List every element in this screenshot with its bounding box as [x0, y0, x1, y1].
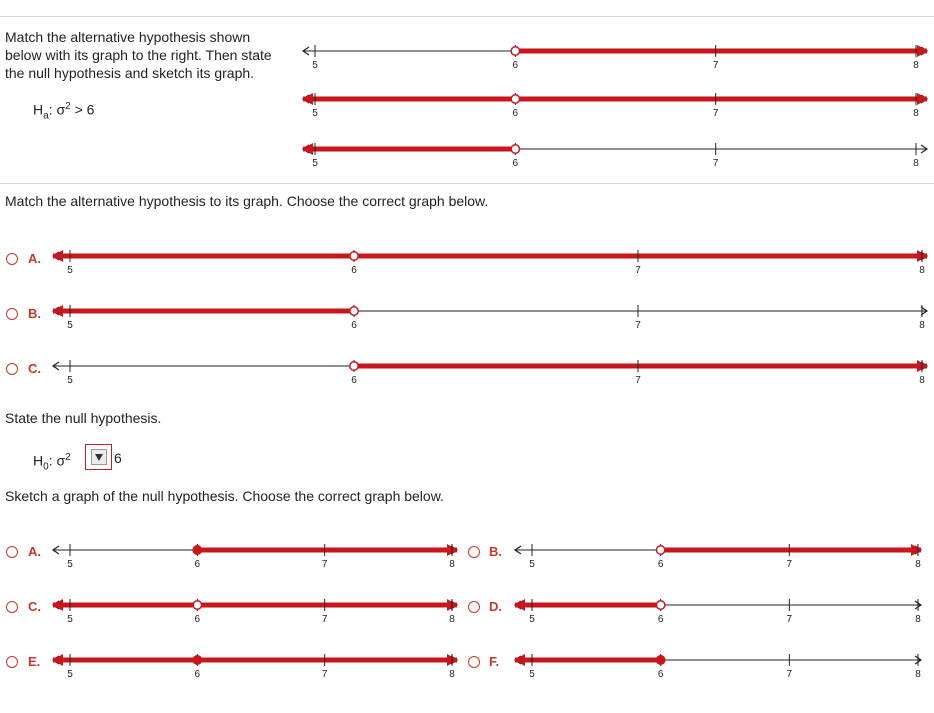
- tick-label: 6: [512, 60, 519, 71]
- option-letter: C.: [28, 599, 41, 614]
- tick-label: 7: [321, 559, 328, 570]
- open-endpoint: [511, 95, 519, 103]
- tick-label: 7: [786, 559, 793, 570]
- q3-graph-a: [50, 541, 460, 571]
- null-value: 6: [114, 450, 122, 466]
- option-letter: B.: [489, 544, 502, 559]
- q3-graph-e: [50, 651, 460, 681]
- radio-button[interactable]: [6, 601, 18, 613]
- tick-label: 5: [67, 265, 73, 276]
- option-letter: A.: [28, 544, 41, 559]
- tick-label: 6: [512, 158, 519, 169]
- prompt-line-2: below with its graph to the right. Then state: [5, 47, 272, 63]
- tick-label: 8: [913, 158, 919, 169]
- shade-arrow-right: [917, 93, 928, 105]
- prompt-line-1: Match the alternative hypothesis shown: [5, 29, 251, 45]
- tick-label: 5: [312, 158, 318, 169]
- dropdown-button[interactable]: [91, 449, 107, 465]
- chevron-down-icon: [95, 454, 103, 461]
- tick-label: 8: [919, 375, 925, 386]
- tick-label: 7: [712, 108, 719, 119]
- q3-graph-c: [50, 596, 460, 626]
- tick-label: 6: [194, 614, 201, 625]
- open-endpoint: [656, 546, 664, 554]
- tick-label: 5: [67, 559, 73, 570]
- tick-label: 6: [657, 614, 664, 625]
- alternative-hypothesis: [33, 98, 94, 125]
- tick-label: 6: [351, 265, 357, 276]
- colon: :: [48, 101, 53, 118]
- tick-label: 6: [194, 559, 201, 570]
- tick-label: 8: [915, 669, 921, 680]
- q3-graph-b: [512, 541, 924, 571]
- h-subscript: 0: [43, 461, 49, 473]
- option-letter: F.: [489, 654, 500, 669]
- tick-label: 5: [529, 614, 535, 625]
- shade-arrow-left: [514, 654, 525, 666]
- radio-button[interactable]: [6, 363, 18, 375]
- open-endpoint: [193, 601, 201, 609]
- tick-label: 7: [321, 614, 328, 625]
- tick-label: 5: [67, 669, 73, 680]
- tick-label: 7: [786, 669, 793, 680]
- top-graph-2: [300, 90, 930, 120]
- tick-label: 5: [312, 60, 318, 71]
- q1-graph-a: [50, 247, 930, 277]
- radio-button[interactable]: [6, 308, 18, 320]
- tick-label: 6: [194, 669, 201, 680]
- closed-endpoint: [193, 546, 201, 554]
- tick-label: 8: [913, 60, 919, 71]
- shade-arrow-left: [52, 250, 63, 262]
- radio-button[interactable]: [468, 546, 480, 558]
- relation: >: [74, 101, 83, 118]
- relation-dropdown[interactable]: [85, 444, 112, 470]
- shade-arrow-right: [911, 544, 922, 556]
- tick-label: 5: [67, 614, 73, 625]
- shade-arrow-left: [52, 305, 63, 317]
- tick-label: 6: [351, 375, 357, 386]
- exponent: 2: [65, 452, 71, 463]
- null-hypothesis: [33, 449, 71, 476]
- tick-label: 8: [919, 265, 925, 276]
- tick-label: 5: [67, 375, 73, 386]
- tick-label: 5: [529, 669, 535, 680]
- tick-label: 8: [449, 614, 455, 625]
- option-letter: A.: [28, 251, 41, 266]
- top-divider: [0, 16, 934, 17]
- open-endpoint: [350, 307, 358, 315]
- open-endpoint: [350, 252, 358, 260]
- tick-label: 7: [635, 320, 641, 331]
- tick-label: 8: [919, 320, 925, 331]
- radio-button[interactable]: [468, 601, 480, 613]
- option-letter: D.: [489, 599, 502, 614]
- h-letter: H: [33, 452, 44, 469]
- colon: :: [48, 452, 53, 469]
- open-endpoint: [511, 145, 519, 153]
- tick-label: 6: [657, 559, 664, 570]
- q3-graph-d: [512, 596, 924, 626]
- tick-label: 7: [321, 669, 328, 680]
- top-graph-1: [300, 42, 930, 72]
- closed-endpoint: [656, 656, 664, 664]
- q3-graph-f: [512, 651, 924, 681]
- section-divider: [0, 183, 934, 184]
- tick-label: 7: [786, 614, 793, 625]
- tick-label: 8: [915, 559, 921, 570]
- q1-graph-c: [50, 357, 930, 387]
- shade-arrow-left: [302, 143, 313, 155]
- tick-label: 7: [635, 375, 641, 386]
- exponent: 2: [65, 101, 71, 112]
- value: 6: [86, 101, 95, 118]
- tick-label: 8: [449, 559, 455, 570]
- radio-button[interactable]: [6, 546, 18, 558]
- shade-arrow-right: [917, 45, 928, 57]
- top-graph-3: [300, 140, 930, 170]
- tick-label: 5: [67, 320, 73, 331]
- tick-label: 6: [351, 320, 357, 331]
- question-3-text: Sketch a graph of the null hypothesis. Choose the correct graph below.: [5, 488, 444, 504]
- question-2-text: State the null hypothesis.: [5, 410, 162, 426]
- prompt-line-3: the null hypothesis and sketch its graph.: [5, 65, 255, 81]
- h-subscript: a: [43, 110, 49, 122]
- option-letter: E.: [28, 654, 41, 669]
- tick-label: 5: [312, 108, 318, 119]
- tick-label: 6: [657, 669, 664, 680]
- radio-button[interactable]: [468, 656, 480, 668]
- radio-button[interactable]: [6, 253, 18, 265]
- tick-label: 5: [529, 559, 535, 570]
- tick-label: 6: [512, 108, 519, 119]
- tick-label: 8: [449, 669, 455, 680]
- q1-graph-b: [50, 302, 930, 332]
- h-letter: H: [33, 101, 44, 118]
- option-letter: C.: [28, 361, 41, 376]
- option-letter: B.: [28, 306, 41, 321]
- open-endpoint: [511, 47, 519, 55]
- shade-arrow-left: [302, 93, 313, 105]
- closed-endpoint: [193, 656, 201, 664]
- open-endpoint: [656, 601, 664, 609]
- gear-icon[interactable]: [914, 0, 928, 2]
- shade-arrow-left: [52, 599, 63, 611]
- shade-arrow-left: [514, 599, 525, 611]
- tick-label: 8: [915, 614, 921, 625]
- tick-label: 7: [635, 265, 641, 276]
- tick-label: 8: [913, 108, 919, 119]
- question-1-text: Match the alternative hypothesis to its graph. Choose the correct graph below.: [5, 193, 489, 209]
- tick-label: 7: [712, 158, 719, 169]
- sigma-symbol: σ: [56, 452, 66, 469]
- open-endpoint: [350, 362, 358, 370]
- sigma-symbol: σ: [56, 101, 66, 118]
- tick-label: 7: [712, 60, 719, 71]
- shade-arrow-left: [52, 654, 63, 666]
- radio-button[interactable]: [6, 656, 18, 668]
